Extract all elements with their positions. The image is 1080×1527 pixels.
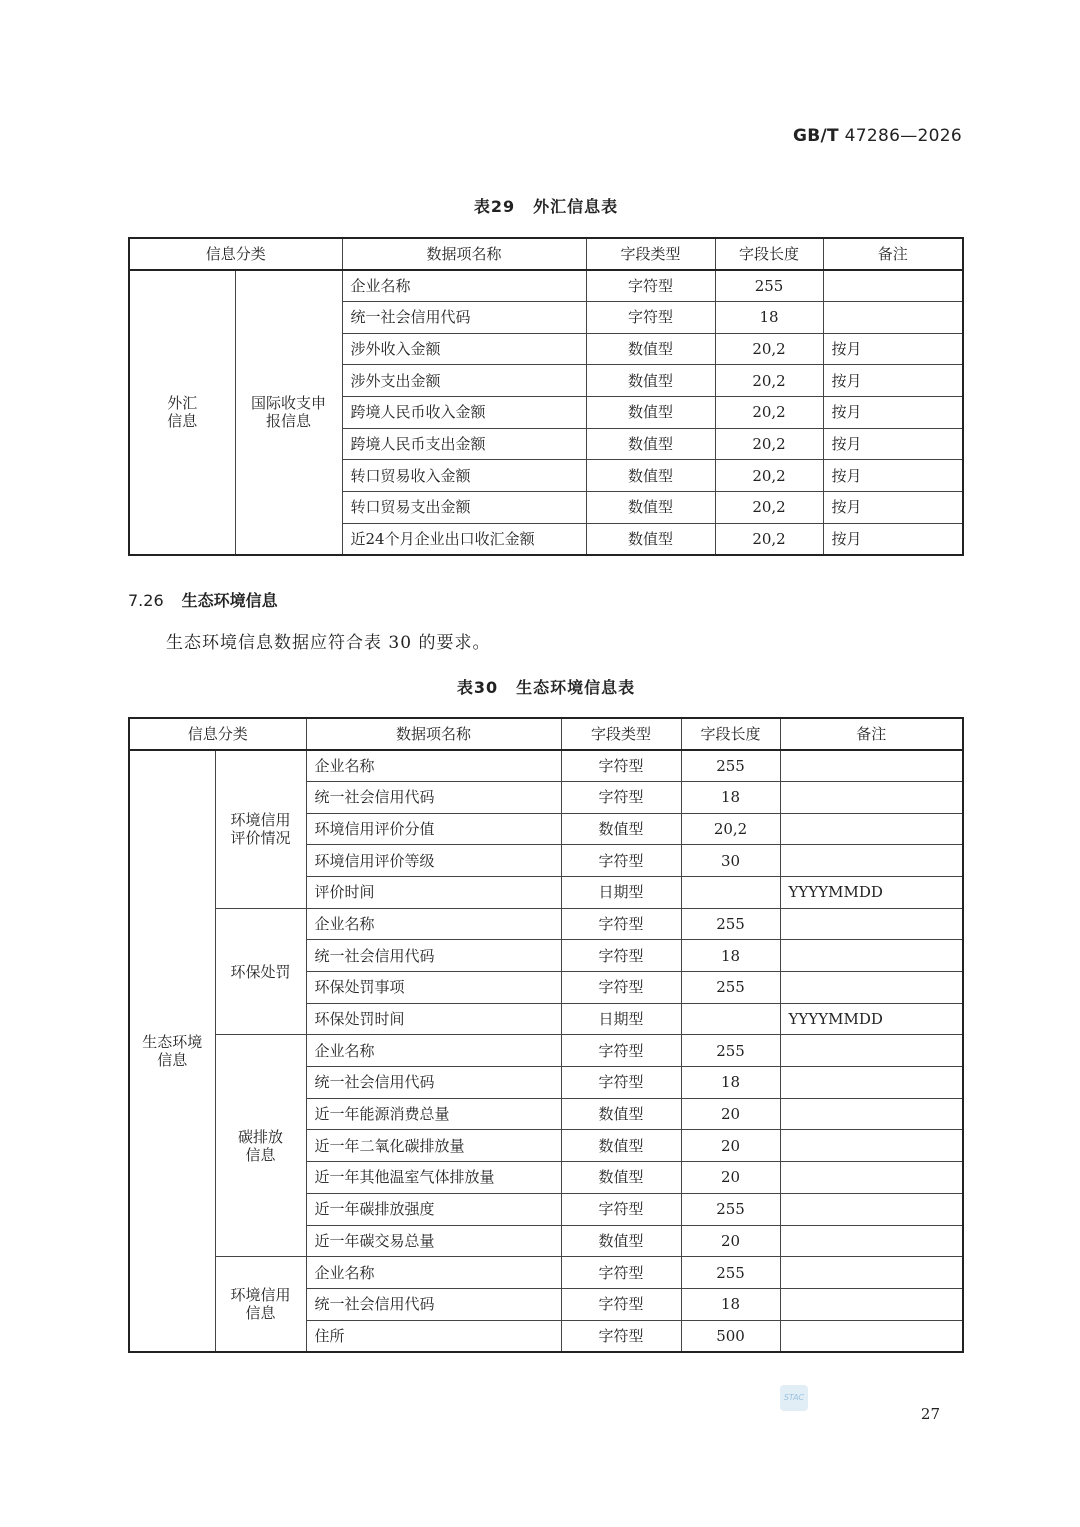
table-29-title: 表29 外汇信息表 bbox=[473, 197, 619, 216]
table-row bbox=[129, 270, 963, 302]
header-remark: 备注 bbox=[823, 238, 963, 270]
remark bbox=[780, 908, 963, 940]
remark bbox=[780, 972, 963, 1004]
remark bbox=[780, 781, 963, 813]
item-name: 统一社会信用代码 bbox=[306, 940, 561, 972]
section-title: 生态环境信息 bbox=[181, 591, 278, 610]
field-length: 18 bbox=[681, 1288, 780, 1320]
category-level1 bbox=[129, 270, 235, 555]
item-name: 企业名称 bbox=[342, 270, 586, 302]
field-length: 255 bbox=[681, 972, 780, 1004]
table-row bbox=[129, 750, 963, 782]
item-name: 统一社会信用代码 bbox=[306, 1288, 561, 1320]
header-remark: 备注 bbox=[780, 718, 963, 750]
header-field-type: 字段类型 bbox=[586, 238, 715, 270]
item-name: 环保处罚时间 bbox=[306, 1003, 561, 1035]
category-level2 bbox=[215, 1035, 306, 1257]
item-name: 近一年碳交易总量 bbox=[306, 1225, 561, 1257]
field-length: 18 bbox=[681, 1067, 780, 1099]
header-item-name: 数据项名称 bbox=[306, 718, 561, 750]
item-name: 统一社会信用代码 bbox=[342, 301, 586, 333]
item-name: 跨境人民币收入金额 bbox=[342, 396, 586, 428]
header-field-length: 字段长度 bbox=[681, 718, 780, 750]
remark: 按月 bbox=[823, 523, 963, 555]
item-name: 企业名称 bbox=[306, 750, 561, 782]
remark bbox=[780, 1067, 963, 1099]
item-name: 统一社会信用代码 bbox=[306, 1067, 561, 1099]
field-type: 数值型 bbox=[561, 1130, 681, 1162]
item-name: 环境信用评价等级 bbox=[306, 845, 561, 877]
section-paragraph: 生态环境信息数据应符合表 30 的要求。 bbox=[166, 633, 491, 653]
remark bbox=[780, 1320, 963, 1352]
field-type: 字符型 bbox=[561, 781, 681, 813]
field-length: 18 bbox=[681, 781, 780, 813]
field-type: 数值型 bbox=[561, 1098, 681, 1130]
item-name: 近一年能源消费总量 bbox=[306, 1098, 561, 1130]
item-name: 近一年其他温室气体排放量 bbox=[306, 1162, 561, 1194]
table-header-row bbox=[129, 238, 963, 270]
item-name: 转口贸易支出金额 bbox=[342, 492, 586, 524]
section-number: 7.26 bbox=[128, 591, 164, 610]
header-category: 信息分类 bbox=[129, 718, 306, 750]
field-length: 20 bbox=[681, 1225, 780, 1257]
field-type: 字符型 bbox=[586, 270, 715, 302]
remark: 按月 bbox=[823, 365, 963, 397]
remark bbox=[823, 301, 963, 333]
category-level2-line: 报信息 bbox=[266, 412, 312, 431]
item-name: 评价时间 bbox=[306, 876, 561, 908]
category-level1-line: 信息 bbox=[157, 1050, 188, 1069]
field-length: 20 bbox=[681, 1162, 780, 1194]
field-length: 255 bbox=[681, 750, 780, 782]
field-length: 20,2 bbox=[715, 396, 823, 428]
field-length bbox=[681, 876, 780, 908]
field-length: 20 bbox=[681, 1130, 780, 1162]
table-row bbox=[129, 1257, 963, 1289]
field-length: 20,2 bbox=[715, 523, 823, 555]
remark bbox=[823, 270, 963, 302]
field-length: 500 bbox=[681, 1320, 780, 1352]
field-type: 字符型 bbox=[561, 1257, 681, 1289]
standard-number: 47286—2026 bbox=[844, 126, 962, 146]
item-name: 转口贸易收入金额 bbox=[342, 460, 586, 492]
item-name: 近一年二氧化碳排放量 bbox=[306, 1130, 561, 1162]
field-length: 18 bbox=[681, 940, 780, 972]
page-number: 27 bbox=[920, 1405, 940, 1423]
table-row bbox=[129, 908, 963, 940]
header-category: 信息分类 bbox=[129, 238, 342, 270]
remark: 按月 bbox=[823, 396, 963, 428]
field-length: 20,2 bbox=[715, 333, 823, 365]
field-length: 255 bbox=[681, 1035, 780, 1067]
remark: 按月 bbox=[823, 492, 963, 524]
stac-logo: STAC bbox=[780, 1385, 808, 1411]
category-level2-line: 评价情况 bbox=[230, 829, 291, 848]
category-level2 bbox=[215, 750, 306, 908]
table-29 bbox=[128, 237, 964, 556]
field-type: 字符型 bbox=[561, 908, 681, 940]
category-level1-line: 信息 bbox=[167, 412, 198, 431]
field-type: 字符型 bbox=[561, 1067, 681, 1099]
item-name: 近24个月企业出口收汇金额 bbox=[342, 523, 586, 555]
field-type: 字符型 bbox=[586, 301, 715, 333]
item-name: 企业名称 bbox=[306, 908, 561, 940]
header-item-name: 数据项名称 bbox=[342, 238, 586, 270]
field-type: 数值型 bbox=[586, 460, 715, 492]
header-field-length: 字段长度 bbox=[715, 238, 823, 270]
table-row bbox=[129, 1035, 963, 1067]
category-level2-line: 环保处罚 bbox=[230, 962, 291, 981]
category-level2-line: 碳排放 bbox=[238, 1127, 284, 1146]
field-type: 字符型 bbox=[561, 1035, 681, 1067]
field-type: 日期型 bbox=[561, 876, 681, 908]
remark bbox=[780, 940, 963, 972]
field-type: 数值型 bbox=[561, 1162, 681, 1194]
field-length: 20,2 bbox=[681, 813, 780, 845]
remark bbox=[780, 1193, 963, 1225]
field-length: 20,2 bbox=[715, 460, 823, 492]
field-length: 18 bbox=[715, 301, 823, 333]
remark: YYYYMMDD bbox=[780, 1003, 963, 1035]
category-level2-line: 环境信用 bbox=[230, 811, 291, 830]
field-length: 20,2 bbox=[715, 492, 823, 524]
item-name: 涉外支出金额 bbox=[342, 365, 586, 397]
table-30-title: 表30 生态环境信息表 bbox=[456, 678, 636, 697]
field-type: 字符型 bbox=[561, 845, 681, 877]
item-name: 企业名称 bbox=[306, 1257, 561, 1289]
field-type: 数值型 bbox=[586, 365, 715, 397]
remark bbox=[780, 1098, 963, 1130]
remark: 按月 bbox=[823, 460, 963, 492]
field-length: 255 bbox=[681, 1193, 780, 1225]
remark bbox=[780, 845, 963, 877]
table-header-row bbox=[129, 718, 963, 750]
section-heading bbox=[128, 588, 278, 611]
category-level2 bbox=[215, 1257, 306, 1352]
category-level1 bbox=[129, 750, 215, 1352]
field-type: 字符型 bbox=[561, 1288, 681, 1320]
category-level2-line: 环境信用 bbox=[230, 1285, 291, 1304]
field-length: 255 bbox=[681, 1257, 780, 1289]
header-field-type: 字段类型 bbox=[561, 718, 681, 750]
category-level2-line: 信息 bbox=[245, 1303, 276, 1322]
remark bbox=[780, 1162, 963, 1194]
remark bbox=[780, 1035, 963, 1067]
field-type: 字符型 bbox=[561, 940, 681, 972]
item-name: 环保处罚事项 bbox=[306, 972, 561, 1004]
field-type: 字符型 bbox=[561, 1193, 681, 1225]
remark: 按月 bbox=[823, 428, 963, 460]
remark: 按月 bbox=[823, 333, 963, 365]
field-length: 20,2 bbox=[715, 428, 823, 460]
field-length: 255 bbox=[681, 908, 780, 940]
field-length: 30 bbox=[681, 845, 780, 877]
field-type: 数值型 bbox=[586, 333, 715, 365]
field-length: 20,2 bbox=[715, 365, 823, 397]
standard-code bbox=[793, 126, 962, 146]
remark bbox=[780, 1130, 963, 1162]
field-type: 数值型 bbox=[561, 1225, 681, 1257]
field-type: 数值型 bbox=[561, 813, 681, 845]
field-type: 数值型 bbox=[586, 523, 715, 555]
item-name: 企业名称 bbox=[306, 1035, 561, 1067]
item-name: 住所 bbox=[306, 1320, 561, 1352]
field-type: 日期型 bbox=[561, 1003, 681, 1035]
remark: YYYYMMDD bbox=[780, 876, 963, 908]
table-30 bbox=[128, 717, 964, 1353]
remark bbox=[780, 813, 963, 845]
field-type: 数值型 bbox=[586, 428, 715, 460]
item-name: 环境信用评价分值 bbox=[306, 813, 561, 845]
category-level2-line: 国际收支申 bbox=[251, 394, 327, 413]
field-type: 数值型 bbox=[586, 492, 715, 524]
category-level2 bbox=[235, 270, 342, 555]
field-length: 20 bbox=[681, 1098, 780, 1130]
remark bbox=[780, 1225, 963, 1257]
item-name: 跨境人民币支出金额 bbox=[342, 428, 586, 460]
item-name: 近一年碳排放强度 bbox=[306, 1193, 561, 1225]
remark bbox=[780, 1288, 963, 1320]
remark bbox=[780, 750, 963, 782]
field-type: 字符型 bbox=[561, 750, 681, 782]
field-type: 字符型 bbox=[561, 1320, 681, 1352]
field-type: 数值型 bbox=[586, 396, 715, 428]
field-length: 255 bbox=[715, 270, 823, 302]
category-level2 bbox=[215, 908, 306, 1035]
category-level1-line: 外汇 bbox=[167, 394, 198, 413]
standard-prefix: GB/T bbox=[793, 126, 839, 146]
category-level2-line: 信息 bbox=[245, 1145, 276, 1164]
item-name: 涉外收入金额 bbox=[342, 333, 586, 365]
remark bbox=[780, 1257, 963, 1289]
field-length bbox=[681, 1003, 780, 1035]
category-level1-line: 生态环境 bbox=[142, 1032, 203, 1051]
item-name: 统一社会信用代码 bbox=[306, 781, 561, 813]
field-type: 字符型 bbox=[561, 972, 681, 1004]
